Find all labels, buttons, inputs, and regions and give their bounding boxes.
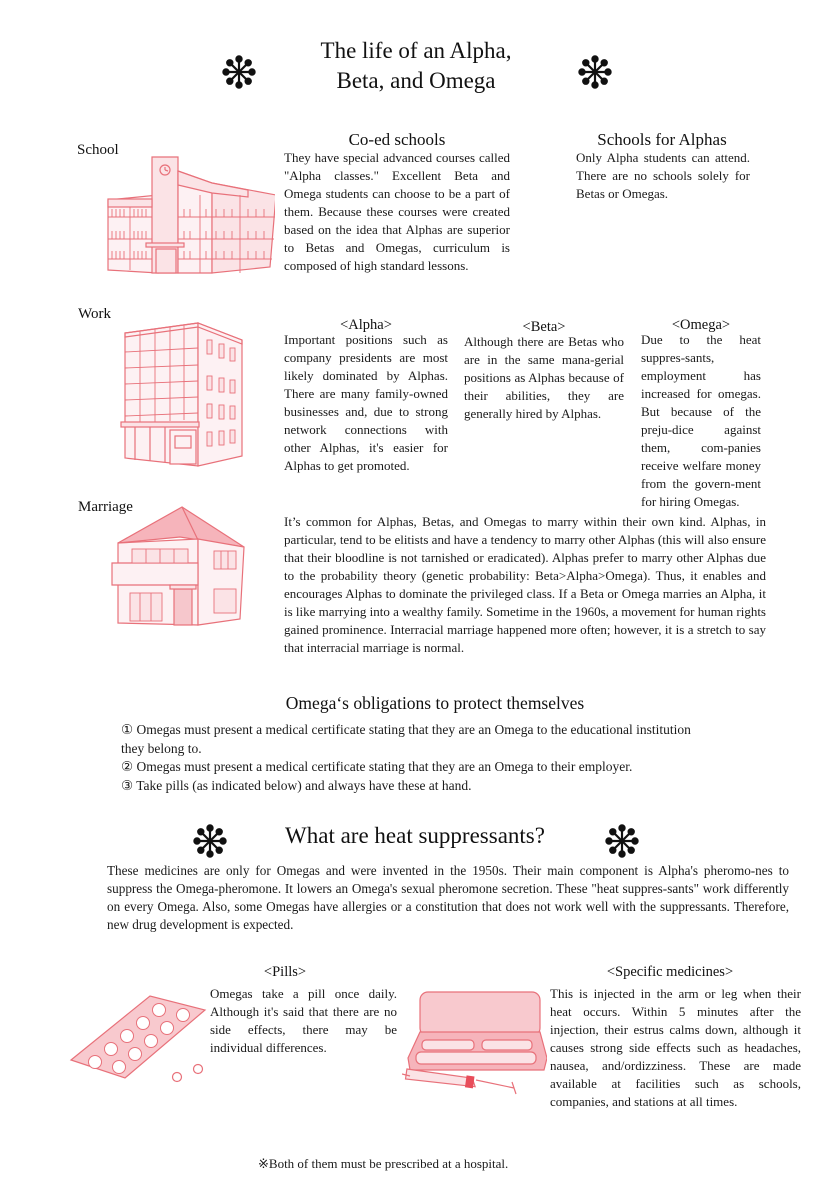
section-label-school: School xyxy=(77,142,119,158)
pills-text: Omegas take a pill once daily. Although it's said that there are no side effects, there may be individual differences. xyxy=(210,986,397,1055)
asterism-flower-icon xyxy=(578,55,612,89)
heat-suppressants-title: What are heat suppressants? xyxy=(285,823,545,848)
heat-suppressants-intro: These medicines are only for Omegas and were invented in the 1950s. Their main component is Alpha's pheromo-nes to suppress the Omega-pheromone. It lowers an Omega's sexual pheromone secretion. These "heat suppres-sants" work differently on every Omega. Also, some Omegas have allergies or a constitution that does not work well with the suppressants. Therefore, new drug development is expected. xyxy=(107,863,789,932)
prescription-footnote: ※Both of them must be prescribed at a hospital. xyxy=(258,1156,509,1171)
obligation-item: ① Omegas must present a medical certificate stating that they are an Omega to the educational institution they belong to. xyxy=(121,722,691,756)
ornament-left-heat xyxy=(193,824,227,863)
section-label-work: Work xyxy=(78,306,111,322)
ornament-right-heat xyxy=(605,824,639,863)
marriage-text: It’s common for Alphas, Betas, and Omegas to marry within their own kind. Alphas, in particular, tend to be elitists and have a tendency to marry other Alphas (this will also ensure that their bloodline is not tarnished or eradicated). Alphas prefer to marry other Alphas due to the probability theory (genetic probability: Beta>Alpha>Omega). Thus, it enables and encourages Alphas to dominate the privileged class. If a Beta or Omega marries an Alpha, it is like marrying into a wealthy family. Sometime in the 1960s, a movement for human rights gained prominence. Interracial marriage happened more often; however, it is a stretch to say that interracial marriage is normal. xyxy=(284,514,766,655)
pills-heading: <Pills> xyxy=(263,964,307,980)
injection-kit-illustration xyxy=(402,988,547,1113)
obligations-list xyxy=(121,721,706,795)
work-omega-text: Due to the heat suppres-sants, employment has increased for omegas. But because of the preju-dice against them, com-panies receive welfare money from the govern-ment for hiring Omegas. xyxy=(641,332,761,509)
house-illustration xyxy=(110,505,260,635)
obligations-heading: Omega‘s obligations to protect themselves xyxy=(285,693,585,713)
alpha-schools-text: Only Alpha students can attend. There are no schools solely for Betas or Omegas. xyxy=(576,150,750,201)
office-building-illustration xyxy=(120,318,250,473)
asterism-flower-icon xyxy=(193,824,227,858)
obligation-item: ③ Take pills (as indicated below) and always have these at hand. xyxy=(121,777,472,793)
specific-medicines-text: This is injected in the arm or leg when their heat occurs. Within 5 minutes after the injection, their estrus calms down, although it causes strong side effects such as headaches, nausea, and/ordizziness. These are made available at facilities such as schools, companies, and stations at all times. xyxy=(550,986,801,1109)
ornament-right-top xyxy=(578,55,612,94)
asterism-flower-icon xyxy=(605,824,639,858)
work-alpha-text: Important positions such as company presidents are most likely dominated by Alphas. There are many family-owned businesses and, due to strong network connections with other Alphas, it's easier for Alphas to get promoted. xyxy=(284,332,448,473)
school-building-illustration xyxy=(100,155,275,282)
alpha-schools-heading: Schools for Alphas xyxy=(597,130,727,149)
specific-medicines-heading: <Specific medicines> xyxy=(606,964,734,980)
page-title-line2: Beta, and Omega xyxy=(336,68,496,93)
work-omega-heading: <Omega> xyxy=(671,317,731,333)
work-beta-text: Although there are Betas who are in the same mana-gerial positions as Alphas because of their abilities, they are generally hired by Alphas. xyxy=(464,334,624,421)
work-beta-heading: <Beta> xyxy=(522,319,566,335)
coed-schools-heading: Co-ed schools xyxy=(348,130,446,149)
pill-blister-illustration xyxy=(65,990,215,1090)
section-label-marriage: Marriage xyxy=(78,499,133,515)
page-title xyxy=(0,36,832,96)
work-alpha-heading: <Alpha> xyxy=(340,317,392,333)
coed-schools-text: They have special advanced courses called "Alpha classes." Excellent Beta and Omega students can choose to be a part of them. Because these courses were created based on the idea that Alphas are superior to Betas and Omegas, curriculum is composed of high standard lessons. xyxy=(284,150,510,273)
obligation-item: ② Omegas must present a medical certificate stating that they are an Omega to their employer. xyxy=(121,759,633,774)
page-title-line1: The life of an Alpha, xyxy=(320,38,512,63)
